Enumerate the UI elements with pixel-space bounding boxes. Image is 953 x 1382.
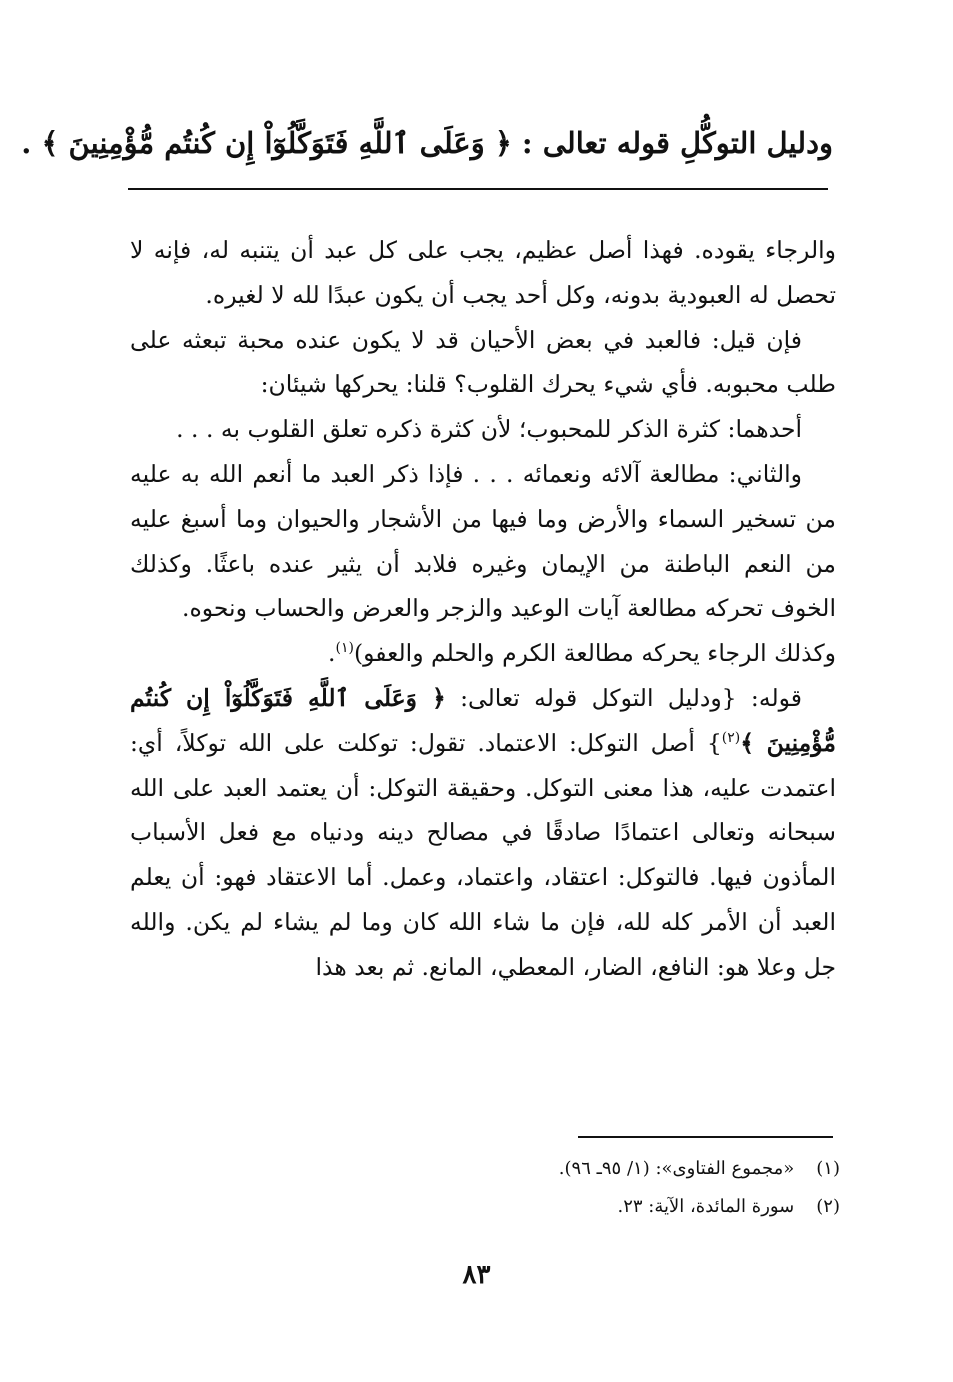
footnote-1-number: (١) (816, 1158, 840, 1179)
paragraph-6-start: قوله: {ودليل التوكل قوله تعالى: (445, 683, 802, 712)
quran-verse: ﴿ وَعَلَى ٱللَّهِ فَتَوَكَّلُوٓاْ إِن كُنتُم مُّؤْمِنِينَ ﴾ (130, 683, 836, 757)
paragraph-6 (130, 676, 836, 990)
paragraph-6-rest: } أصل التوكل: الاعتماد. تقول: توكلت على الله توكلاً، أي: اعتمدت عليه، هذا معنى التوكل. وحقيقة التوكل: أن يعتمد العبد على الله سبحانه وتعالى اعتمادًا صادقًا في مصالح دينه ودنياه مع فعل الأسباب المأذون فيها. فالتوكل: اعتقاد، واعتماد، وعمل. أما الاعتقاد فهو: أن يعلم العبد أن الأمر كله لله، فإن ما شاء الله كان وما لم يشاء لم يكن. والله جل وعلا هو: النافع، الضار، المعطي، المانع. ثم بعد هذا (130, 728, 836, 981)
paragraph-5-end: . (328, 639, 336, 668)
paragraph-1: والرجاء يقوده. فهذا أصل عظيم، يجب على كل عبد أن يتنبه له، فإنه لا تحصل له العبودية بدونه، وكل أحد يجب أن يكون عبدًا لله لا لغيره. (130, 236, 836, 309)
header-divider (128, 188, 828, 190)
paragraph-2: فإن قيل: فالعبد في بعض الأحيان قد لا يكون عنده محبة تبعثه على طلب محبوبه. فأي شيء يحرك القلوب؟ قلنا: يحركها شيئان: (130, 325, 836, 399)
header-title: ودليل التوكُّلِ قوله تعالى : ﴿ وَعَلَى ٱللَّهِ فَتَوَكَّلُوٓاْ إِن كُنتُم مُّؤْمِنِينَ ﴾ . (21, 126, 833, 160)
paragraph-5 (130, 631, 836, 676)
footnote-1-text: «مجموع الفتاوى»: (١/ ٩٥ـ ٩٦). (558, 1158, 795, 1179)
paragraph-5-text: وكذلك الرجاء يحركه مطالعة الكرم والحلم والعفو) (353, 639, 836, 668)
main-text (130, 228, 836, 990)
footnote-ref-2: (٢) (721, 729, 741, 746)
footnote-2 (300, 1188, 840, 1226)
footnotes (300, 1150, 840, 1226)
paragraph-3: أحدهما: كثرة الذكر للمحبوب؛ لأن كثرة ذكره تعلق القلوب به . . . (176, 415, 802, 444)
page-header (21, 115, 833, 171)
page-number: ٨٣ (462, 1260, 491, 1290)
footnote-1 (300, 1150, 840, 1188)
footnote-2-number: (٢) (816, 1196, 840, 1217)
footnote-2-text: سورة المائدة، الآية: ٢٣. (617, 1196, 795, 1217)
paragraph-4: والثاني: مطالعة آلائه ونعمائه . . . فإذا ذكر العبد ما أنعم الله به عليه من تسخير السماء والأرض وما فيها من الأشجار والحيوان وما أسبغ عليه من النعم الباطنة من الإيمان وغيره فلابد أن يثير عنده باعثًا. وكذلك الخوف تحركه مطالعة آيات الوعيد والزجر والعرض والحساب ونحوه. (130, 459, 836, 623)
footnote-divider (578, 1136, 833, 1138)
footnote-ref-1: (١) (335, 640, 354, 657)
